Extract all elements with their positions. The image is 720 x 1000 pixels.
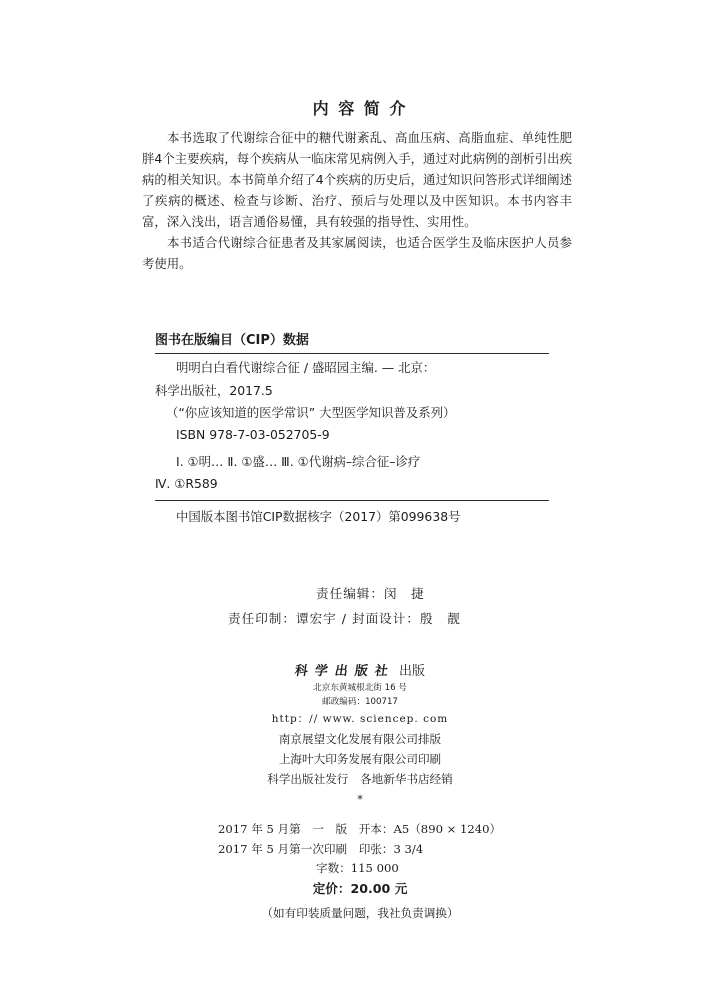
publisher-line bbox=[0, 660, 720, 679]
cip-heading: 图书在版编目（CIP）数据 bbox=[155, 333, 309, 348]
cip-series-line: （“你应该知道的医学常识” 大型医学知识普及系列） bbox=[166, 405, 456, 420]
cip-classification-line: Ⅰ. ①明… Ⅱ. ①盛… Ⅲ. ①代谢病–综合征–诊疗 bbox=[176, 454, 421, 469]
intro-paragraph: 本书选取了代谢综合征中的糖代谢紊乱、高血压病、高脂血症、单纯性肥胖4个主要疾病，每个疾病从一临床常见病例入手，通过对此病例的剖析引出疾病的相关知识。本书简单介绍了4个疾病的历史后，通过知识问答形式详细阐述了疾病的概述、检查与诊断、治疗、预后与处理以及中医知识。本书内容丰富，深入浅出，语言通俗易懂，具有较强的指导性、实用性。 bbox=[142, 130, 572, 229]
printing-design-line: 责任印制：谭宏宇 / 封面设计：殷 靓 bbox=[228, 611, 461, 626]
cip-library-line: 中国版本图书馆CIP数据核字（2017）第099638号 bbox=[176, 509, 461, 524]
cip-isbn-line: ISBN 978-7-03-052705-9 bbox=[176, 427, 330, 442]
publisher-name-seal: 科学出版社 bbox=[293, 664, 396, 679]
printer-line: 上海叶大印务发展有限公司印刷 bbox=[278, 752, 442, 766]
cip-publisher-line: 科学出版社，2017.5 bbox=[155, 383, 273, 398]
publish-word: 出版 bbox=[399, 664, 426, 679]
separator-star: * bbox=[357, 792, 363, 806]
cip-classification-line: Ⅳ. ①R589 bbox=[155, 476, 218, 491]
cip-bottom-rule bbox=[155, 500, 549, 501]
publisher-address: 北京东黄城根北街 16 号 bbox=[313, 683, 407, 693]
quality-notice: （如有印装质量问题，我社负责调换） bbox=[261, 906, 459, 920]
intro-paragraph: 本书适合代谢综合征患者及其家属阅读，也适合医学生及临床医护人员参考使用。 bbox=[142, 235, 572, 271]
intro-body bbox=[142, 127, 572, 274]
publisher-postcode: 邮政编码：100717 bbox=[322, 697, 398, 707]
typesetter-line: 南京展望文化发展有限公司排版 bbox=[278, 732, 442, 746]
printing-line: 2017 年 5 月第一次印刷 印张：3 3/4 bbox=[218, 842, 424, 856]
distribution-line: 科学出版社发行 各地新华书店经销 bbox=[267, 772, 453, 786]
cip-title-line: 明明白白看代谢综合征 / 盛昭园主编. — 北京： bbox=[176, 360, 436, 375]
cip-top-rule bbox=[155, 353, 549, 354]
edition-line: 2017 年 5 月第 一 版 开本：A5（890 × 1240） bbox=[218, 822, 502, 836]
price-line: 定价：20.00 元 bbox=[312, 881, 408, 896]
publisher-url: http：// www. sciencep. com bbox=[271, 713, 449, 725]
intro-title: 内 容 简 介 bbox=[312, 99, 408, 118]
word-count-line: 字数：115 000 bbox=[316, 861, 399, 875]
editor-line: 责任编辑：闵 捷 bbox=[316, 586, 425, 601]
